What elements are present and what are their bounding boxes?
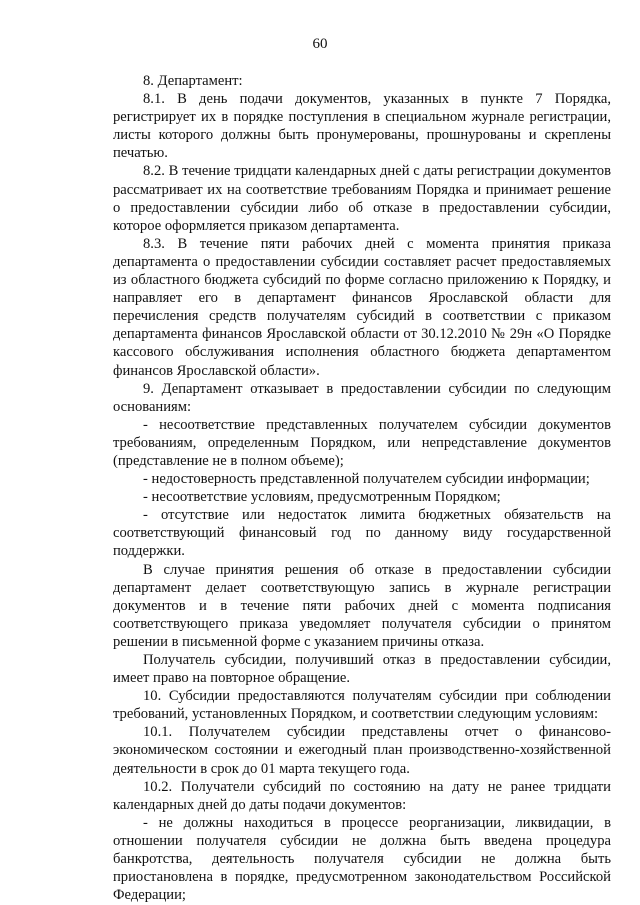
condition-item-1: - не должны находиться в процессе реорганизации, ликвидации, в отношении получателя субсидии не должна быть введена процедура банкротства, деятельность получателя субсидии не должна быть приостановлена в порядке, предусмотренном законодательством Российской Федерации; [113,814,611,904]
paragraph-9: 9. Департамент отказывает в предоставлении субсидии по следующим основаниям: [113,380,611,415]
paragraph-8-2: 8.2. В течение тридцати календарных дней с даты регистрации документов рассматривает их на соответствие требованиям Порядка и принимает решение о предоставлении субсидии либо об отказе в предоставлении субсидии, которое оформляется приказом департамента. [113,163,611,234]
refusal-reason-4: - отсутствие или недостаток лимита бюджетных обязательств на соответствующий финансовый год по данному виду государственной поддержки. [113,507,611,560]
document-body [113,72,611,904]
refusal-reason-2: - недостоверность представленной получателем субсидии информации; [143,471,590,488]
paragraph-8: 8. Департамент: [143,73,243,89]
refusal-reason-1: - несоответствие представленных получателем субсидии документов требованиям, определенным Порядком, или непредставление документов (представление не в полном объеме); [113,416,611,469]
page-number: 60 [312,36,328,52]
refusal-reason-3: - несоответствие условиям, предусмотренным Порядком; [143,489,501,506]
paragraph-10-1: 10.1. Получателем субсидии представлены отчет о финансово-экономическом состоянии и ежегодный план производственно-хозяйственной деятельности в срок до 01 марта текущего года. [113,724,611,777]
paragraph-10-2: 10.2. Получатели субсидий по состоянию на дату не ранее тридцати календарных дней до даты подачи документов: [113,778,611,813]
paragraph-refusal-notice: В случае принятия решения об отказе в предоставлении субсидии департамент делает соответствующую запись в журнале регистрации документов и в течение пяти рабочих дней с момента подписания соответствующего приказа уведомляет получателя субсидии о принятом решении в письменной форме с указанием причины отказа. [113,561,611,650]
paragraph-10: 10. Субсидии предоставляются получателям субсидии при соблюдении требований, установленных Порядком, и соответствии следующим условиям: [113,688,611,723]
paragraph-reapply: Получатель субсидии, получивший отказ в предоставлении субсидии, имеет право на повторное обращение. [113,652,611,687]
paragraph-8-1: 8.1. В день подачи документов, указанных в пункте 7 Порядка, регистрирует их в порядке поступления в специальном журнале регистрации, листы которого должны быть пронумерованы, прошнурованы и скреплены печатью. [113,91,611,162]
paragraph-8-3: 8.3. В течение пяти рабочих дней с момента принятия приказа департамента о предоставлении субсидии составляет расчет предоставляемых из областного бюджета субсидий по форме согласно приложению к Порядку, и направляет его в департамент финансов Ярославской области для перечисления средств получателям субсидий в соответствии с приказом департамента финансов Ярославской области от 30.12.2010 № 29н «О Порядке кассового обслуживания исполнения областного бюджета департаментом финансов Ярославской области». [113,235,611,379]
